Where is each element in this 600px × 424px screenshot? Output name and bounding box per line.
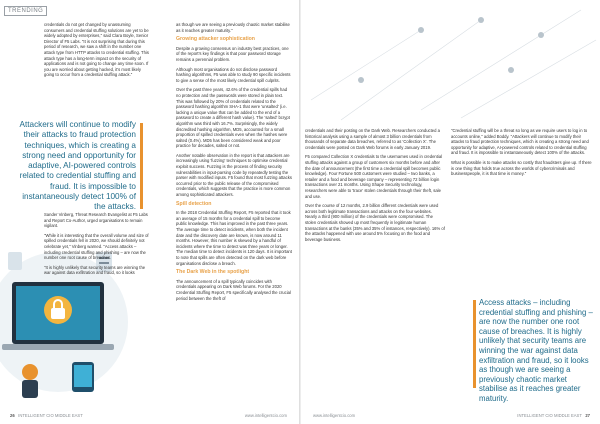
paragraph: Over the course of 12 months, 2.9 billion different credentials were used across both legitimate transactions and attacks on the four websites. Nearly a third (900 million) of the credentials were compromised. The stolen credentials showed up most frequently in legitimate human transactions at the banks (35% and 35% of instances, respectively). 16% of the attacks happened with use around 5% focusing on the food and beverage business.	[305, 203, 445, 242]
subheading: Spill detection	[176, 200, 212, 207]
paragraph: "It is highly unlikely that security teams are winning the war against data exfiltration and fraud, so it looks	[44, 264, 146, 276]
paragraph: Although most organisations do not disclose password hashing algorithms, F5 was able to study 90 specific incidents to give a sense of the most likely credential spill culprits.	[176, 66, 291, 83]
paragraph: What is possible is to make attacks so costly that fraudsters give up. If there is one thing that holds true across the worlds of cybercriminals and businesspeople, it is that time is money."	[451, 159, 592, 177]
paragraph: "While it is interesting that the overall volume and size of spilled credentials fell in 2020, we should definitely not celebrate yet," Vinberg warned. "Access attacks – including credential stuffing and phishing – are now the number one root cause of breaches.	[44, 232, 149, 261]
paragraph: The announcement of a spill typically coincides with credentials appearing on Dark Web forums. For the 2020 Credential Stuffing Report, F5 specifically analysed the crucial period between the theft of	[176, 278, 291, 301]
left-footer	[10, 413, 83, 418]
paragraph: Over the past three years, 42.6% of the credential spills had no protection and the passwords were stored in plain text. This was followed by 20% of credentials related to the password hashing algorithm SHA-1 that were 'unsalted' (i.e. lacking a unique value that can be added to the end of a password to create a different hash value). The 'salted' bcrypt algorithm was third with 16.7%. Surprisingly, the widely discredited hashing algorithm, MD5, accounted for a small proportion of spilled credentials even when the hashes were salted (0.4%). MD5 has been considered weak and poor practice for decades, salted or not.	[176, 87, 290, 149]
website-url: www.intelligentcio.com	[313, 413, 356, 418]
right-col2	[451, 128, 593, 181]
paragraph: F5 compared Collection X credentials to the usernames used in credential stuffing attacks against a group of customers six months before and after the date of announcement (the first time a credential spill becomes public knowledge). Four Fortune 500 customers were studied – two banks, a retailer and a food and beverage company – representing 72 billion login transactions over 21 months. Using Shape Security technology, researchers were able to 'trace' stolen credentials through their theft, sale and use.	[305, 154, 443, 199]
page-number: 26	[10, 413, 15, 418]
right-page	[301, 0, 600, 424]
paragraph: Despite a growing consensus on industry best practices, one of the report's key findings is that poor password storage remains a perennial problem.	[176, 45, 289, 62]
network-illustration	[301, 0, 600, 125]
page-number: 27	[585, 413, 590, 418]
subheading: Growing attacker sophistication	[176, 36, 255, 43]
pull-quote-bar	[140, 123, 143, 209]
trending-tag: TRENDING	[4, 6, 47, 16]
right-footer-url	[313, 413, 355, 418]
paragraph: credentials do not get changed by unassuming consumers and credential stuffing solutions are yet to be widely adopted by enterprises," said Clara Boyle, Senior Director of F5 Labs. "It is not surprising that during this period of research, we saw a shift in the number one attack type from HTTP attacks to credential stuffing. This attack type has a long-term impact on the security of applications and is not going to change any time soon. If you are worried about getting hacked, it's most likely going to occur from a credential stuffing attack."	[44, 22, 149, 78]
left-col2	[176, 22, 292, 305]
magazine-name: INTELLIGENT CIO MIDDLE EAST	[517, 413, 582, 418]
paragraph: Another notable observation in the report is that attackers are increasingly using 'fuzzing' techniques to optimise credential exploit success. Fuzzing is the process of finding security vulnerabilities in input-parsing code by repeatedly testing the parser with modified inputs. F5 found that most fuzzing attacks occurred prior to the public release of the compromised credentials, which suggests that the practice is more common among sophisticated attackers.	[176, 152, 292, 198]
left-page	[0, 0, 299, 424]
left-col1-upper	[44, 22, 152, 82]
right-col1	[305, 128, 445, 246]
pull-quote: Attackers will continue to modify their attacks to fraud protection techniques, which is creating a strong need and opportunity for adaptive, AI-powered controls related to credential stuffing and fraud. It is impossible to instantaneously detect 100% of the attacks.	[19, 120, 136, 212]
magazine-name: INTELLIGENT CIO MIDDLE EAST	[18, 413, 83, 418]
website-url: www.intelligentcio.com	[244, 413, 287, 418]
paragraph: In the 2018 Credential Stuffing Report, F5 reported that it took an average of 15 months for a credential spill to become public knowledge. This has improved in the past three years. The average time to detect incidents, when both the incident date and the discovery date are known, is now around 11 months. However, this number is skewed by a handful of incidents where the time to detect was three years or longer. The median time to detect incidents is 120 days. It is important to note that spills are often detected on the dark web before organisations disclose a breach.	[176, 210, 292, 266]
paragraph: credentials and their posting on the Dark Web. Researchers conducted a historical analysis using a sample of almost 3 billion credentials from thousands of separate data breaches, referred to as 'Collection X'. The credentials were posted on Dark Web forums in early January 2019.	[305, 128, 440, 150]
pull-quote-bar	[473, 300, 476, 388]
paragraph: Sander Vinberg, Threat Research Evangelist at F5 Labs and Report Co-Author, urged organisations to remain vigilant.	[44, 212, 148, 229]
subheading: The Dark Web in the spotlight	[176, 269, 250, 276]
pull-quote: Access attacks – including credential stuffing and phishing – are now the number one root cause of breaches. It is highly unlikely that security teams are winning the war against data exfiltration and fraud, so it looks as though we are seeing a previously chaotic market stabilise as it reaches greater maturity.	[479, 298, 593, 403]
paragraph: as though we are seeing a previously chaotic market stabilise as it reaches greater maturity."	[176, 22, 290, 33]
paragraph: "Credential stuffing will be a threat so long as we require users to log in to accounts online," added Boddy. "Attackers will continue to modify their attacks to fraud protection techniques, which is creating a strong need and opportunity for adaptive, AI-powered controls related to credential stuffing and fraud. It is impossible to instantaneously detect 100% of the attacks.	[451, 128, 589, 156]
left-col1-lower	[44, 212, 152, 280]
left-footer-url	[245, 413, 287, 418]
right-footer	[517, 413, 590, 418]
